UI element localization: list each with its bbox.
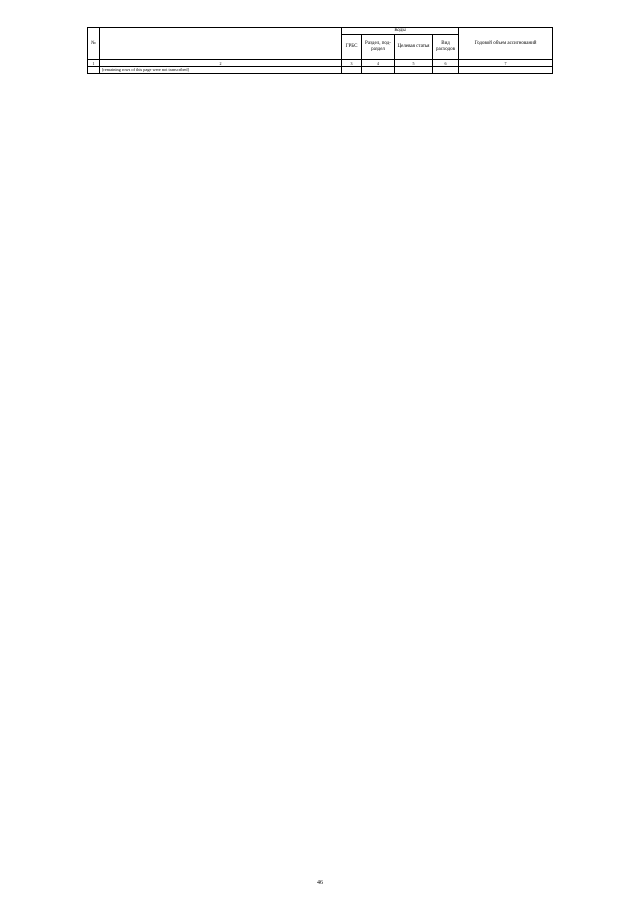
row-name: [remaining rows of this page were not transcribed] [100,67,342,74]
budget-table [87,27,553,74]
row-num [88,67,100,74]
header-vr: Вид расходов [433,35,459,60]
column-number-row [88,60,553,67]
colnum: 2 [100,60,342,67]
row-grbs [342,67,362,74]
row-amount [459,67,553,74]
colnum: 7 [459,60,553,67]
header-num: № [88,28,100,60]
colnum: 4 [362,60,395,67]
table-row [88,67,553,74]
colnum: 6 [433,60,459,67]
page-number: 46 [317,880,323,886]
header-name [100,28,342,60]
header-codes: Коды [342,28,459,35]
row-csr [395,67,433,74]
header-razdel: Раздел, под-раздел [362,35,395,60]
header-csr: Целевая статья [395,35,433,60]
row-razdel [362,67,395,74]
colnum: 3 [342,60,362,67]
header-amount: Годовой объем ассигнований [459,28,553,60]
header-grbs: ГРБС [342,35,362,60]
colnum: 5 [395,60,433,67]
row-vr [433,67,459,74]
colnum: 1 [88,60,100,67]
